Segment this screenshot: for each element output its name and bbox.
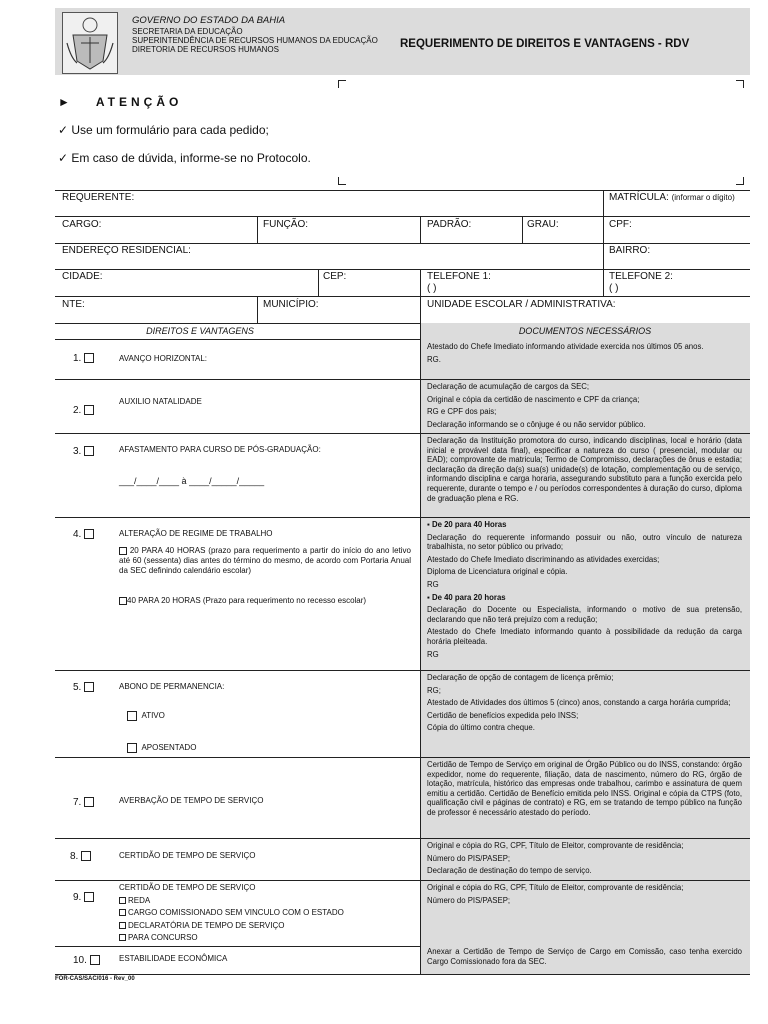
item-label: AVERBAÇÃO DE TEMPO DE SERVIÇO: [119, 796, 264, 805]
item-label: CERTIDÃO DE TEMPO DE SERVIÇO: [119, 851, 256, 860]
checkbox[interactable]: [127, 743, 137, 753]
corner-mark-top-right: [736, 80, 744, 88]
cpf-field[interactable]: CPF:: [609, 219, 632, 230]
checkbox[interactable]: [119, 922, 126, 929]
checkbox[interactable]: [119, 597, 127, 605]
option-text: ATIVO: [141, 711, 165, 721]
grid-line: [420, 269, 421, 323]
item-label: ABONO DE PERMANENCIA:: [119, 682, 225, 691]
item-number: 2.: [73, 405, 82, 416]
grid-line: [55, 243, 750, 244]
item-7-docs: [427, 760, 742, 821]
corner-mark-bottom-right: [736, 177, 744, 185]
government-name: GOVERNO DO ESTADO DA BAHIA: [132, 15, 286, 26]
rights-column-header: DIREITOS E VANTAGENS: [146, 326, 254, 336]
doc-line: Diploma de Licenciatura original e cópia.: [427, 567, 568, 577]
attention-heading: [58, 95, 182, 109]
state-coat-of-arms-logo: [62, 12, 118, 74]
matricula-label: MATRÍCULA:: [609, 192, 669, 203]
option-text: APOSENTADO: [141, 743, 197, 753]
checkbox[interactable]: [127, 711, 137, 721]
grid-line: [420, 946, 421, 974]
checkbox[interactable]: [119, 547, 127, 555]
doc-line: Declaração informando se o cônjuge é ou não servidor público.: [427, 419, 646, 429]
doc-line: RG: [427, 579, 439, 589]
item-number: 3.: [73, 446, 82, 457]
grau-field[interactable]: GRAU:: [527, 219, 559, 230]
grid-line: [318, 269, 319, 296]
item-3[interactable]: [73, 446, 94, 457]
docs-subheading-1: ▪ De 20 para 40 Horas: [427, 520, 507, 529]
cargo-field[interactable]: CARGO:: [62, 219, 102, 230]
checkbox[interactable]: [84, 529, 94, 539]
corner-mark-top-left: [338, 80, 346, 88]
sub-option[interactable]: [119, 932, 344, 945]
item-9[interactable]: [73, 892, 94, 903]
item-4[interactable]: [73, 529, 94, 540]
sub-option[interactable]: [119, 920, 344, 933]
option-text: DECLARATÓRIA DE TEMPO DE SERVIÇO: [128, 920, 285, 930]
checkbox[interactable]: [119, 909, 126, 916]
checkbox[interactable]: [84, 405, 94, 415]
item-number: 7.: [73, 797, 82, 808]
item-label: AUXILIO NATALIDADE: [119, 397, 202, 406]
instruction-line-2: ✓ Em caso de dúvida, informe-se no Protocolo.: [58, 151, 311, 165]
item-2[interactable]: [73, 405, 94, 416]
item-label: AVANÇO HORIZONTAL:: [119, 354, 208, 363]
subheading-text: De 20 para 40 Horas: [431, 520, 507, 529]
bairro-field[interactable]: BAIRRO:: [609, 245, 651, 256]
matricula-note: (informar o dígito): [671, 193, 735, 202]
telefone1-field[interactable]: TELEFONE 1:: [427, 271, 491, 282]
item-9-options: [119, 882, 344, 945]
doc-line: Atestado do Chefe Imediato informando quanto à possibilidade da redução da carga horária pleiteada.: [427, 627, 742, 646]
item-3-docs: [427, 436, 742, 506]
cidade-field[interactable]: CIDADE:: [62, 271, 103, 282]
option-text: PARA CONCURSO: [128, 933, 198, 942]
checkbox[interactable]: [84, 892, 94, 902]
option-text: CARGO COMISSIONADO SEM VINCULO COM O ESTADO: [128, 908, 344, 917]
doc-line: RG;: [427, 685, 441, 695]
row-separator: [55, 838, 750, 839]
item-7[interactable]: [73, 797, 94, 808]
doc-line: Número do PIS/PASEP;: [427, 853, 511, 863]
corner-mark-bottom-left: [338, 177, 346, 185]
item-label: ALTERAÇÃO DE REGIME DE TRABALHO: [119, 529, 273, 538]
doc-line: Declaração da Instituição promotora do curso, indicando disciplinas, local e horário (data inicial e provável data final), especificar a natureza do curso ( presencial, modular ou EAD); comprovante de matricula; Termo de Compromisso, declarações de ônus e estadia; declaração da direção da(s) sua(s) unidade(s) de lotação, complementação ou de serviço, informando disciplina e carga horaria, assegurando substituto para a função exercida pelo requerente, durante o tempo e / ou períodos correspondentes à duração do curso, diploma de graduação plena e RG.: [427, 436, 742, 503]
item-number: 5.: [73, 682, 82, 693]
sub-option[interactable]: [119, 895, 344, 908]
grid-line: [522, 216, 523, 243]
option-text: 40 PARA 20 HORAS (Prazo para requerimento no recesso escolar): [127, 596, 367, 605]
option-text: 20 PARA 40 HORAS (prazo para requerimento a partir do início do ano letivo até 60 (sessenta) dias antes do término do mesmo, de acordo com Portaria Anual da SEC definindo calendário escolar): [119, 546, 411, 575]
checkbox[interactable]: [84, 446, 94, 456]
doc-line: RG.: [427, 354, 441, 364]
docs-subheading-2: ▪ De 40 para 20 horas: [427, 592, 506, 602]
form-code: FOR-CAS/SAC/016 - Rev_00: [55, 976, 135, 982]
sub-option[interactable]: [119, 907, 344, 920]
form-title: REQUERIMENTO DE DIREITOS E VANTAGENS - RDV: [400, 38, 690, 50]
doc-line: RG: [427, 649, 439, 659]
row-separator: [55, 433, 750, 434]
grid-line: [603, 190, 604, 296]
cep-field[interactable]: CEP:: [323, 271, 347, 282]
grid-line: [257, 296, 258, 323]
doc-line: Certidão de benefícios expedida pelo INSS;: [427, 710, 579, 720]
checkbox[interactable]: [84, 353, 94, 363]
item-10[interactable]: [73, 955, 100, 966]
item-2-docs: [427, 382, 742, 432]
grid-line: [420, 216, 421, 243]
municipio-field[interactable]: MUNICÍPIO:: [263, 299, 319, 310]
telefone1-ddd: ( ): [427, 283, 437, 294]
unidade-field[interactable]: UNIDADE ESCOLAR / ADMINISTRATIVA:: [427, 299, 616, 310]
doc-line: Declaração do Docente ou Especialista, informando o motivo de sua pretensão, declarando que não terá prejuízo com a redução;: [427, 605, 742, 624]
checkbox[interactable]: [90, 955, 100, 965]
arrow-icon: ►: [58, 95, 74, 109]
secretaria-line: SECRETARIA DA EDUCAÇÃO: [132, 27, 243, 36]
doc-line: Declaração de acumulação de cargos da SEC;: [427, 382, 590, 391]
row-separator: [55, 670, 750, 671]
funcao-field[interactable]: FUNÇÃO:: [263, 219, 308, 230]
doc-line: Declaração de destinação do tempo de serviço.: [427, 866, 592, 876]
requerente-field[interactable]: REQUERENTE:: [62, 192, 135, 203]
item-4-docs: [427, 520, 742, 662]
superintendencia-line: SUPERINTENDÊNCIA DE RECURSOS HUMANOS DA EDUCAÇÃO: [132, 36, 378, 45]
item-5[interactable]: [73, 682, 94, 693]
grid-line: [55, 216, 750, 217]
doc-line: Número do PIS/PASEP;: [427, 895, 511, 905]
doc-line: Original e cópia da certidão de nascimento e CPF da criança;: [427, 394, 640, 404]
checkbox[interactable]: [119, 897, 126, 904]
doc-line: Atestado do Chefe Imediato discriminando as atividades exercidas;: [427, 554, 660, 564]
grid-line: [257, 216, 258, 243]
row-separator: [55, 880, 750, 881]
doc-line: RG e CPF dos pais;: [427, 407, 497, 417]
telefone2-field[interactable]: TELEFONE 2:: [609, 271, 673, 282]
item-number: 1.: [73, 353, 82, 364]
date-range-field[interactable]: ___/____/____ à ____/_____/_____: [119, 476, 265, 486]
doc-line: Original e cópia do RG, CPF, Título de Eleitor, comprovante de residência;: [427, 841, 684, 850]
doc-line: Certidão de Tempo de Serviço em original de Órgão Público ou do INSS, constando: órgão expedidor, nome do requerente, filiação, data de nascimento, número do RG, órgão de lotação, matrícula, histórico das empresas onde trabalhou, carimbo e assinatura de quem emitiu a certidão. Certidão de Benefício emitida pelo INSS. Original e cópia da CTPS (foto, qualificação civil e páginas de contrato) e RG, em se tratando de tempo público na função de professor é necessário atestado do período.: [427, 760, 742, 817]
item-label: CERTIDÃO DE TEMPO DE SERVIÇO: [119, 883, 256, 892]
doc-line: Declaração do requerente informando possuir ou não, outro vínculo de natureza trabalhista, no setor público ou privado;: [427, 532, 742, 552]
doc-line: Cópia do último contra cheque.: [427, 723, 535, 733]
doc-line: Original e cópia do RG, CPF, Título de Eleitor, comprovante de residência;: [427, 883, 684, 892]
subheading-text: De 40 para 20 horas: [431, 592, 506, 602]
item-1-docs: [427, 342, 742, 367]
row-separator: [55, 379, 750, 380]
grid-line: [420, 323, 421, 946]
item-1[interactable]: [73, 353, 94, 364]
padrao-field[interactable]: PADRÃO:: [427, 219, 472, 230]
item-8[interactable]: [70, 851, 91, 862]
checkbox[interactable]: [84, 797, 94, 807]
item-number: 9.: [73, 892, 82, 903]
option-aposentado[interactable]: [127, 743, 196, 753]
doc-line: Atestado de Atividades dos últimos 5 (cinco) anos, constando a carga horária cumprida;: [427, 698, 731, 708]
endereco-field[interactable]: ENDEREÇO RESIDENCIAL:: [62, 245, 191, 256]
doc-line: Declaração de opção de contagem de licença prêmio;: [427, 673, 614, 682]
doc-line: Anexar a Certidão de Tempo de Serviço de Cargo em Comissão, caso tenha exercido Cargo Comissionado fora da SEC.: [427, 947, 742, 966]
diretoria-line: DIRETORIA DE RECURSOS HUMANOS: [132, 45, 279, 54]
row-separator: [55, 974, 750, 975]
item-9-docs: [427, 883, 742, 908]
checkbox[interactable]: [81, 851, 91, 861]
checkbox[interactable]: [84, 682, 94, 692]
grid-line: [55, 269, 750, 270]
option-20-40[interactable]: [119, 546, 411, 576]
option-text: REDA: [128, 895, 151, 905]
grid-line: [55, 296, 750, 297]
nte-field[interactable]: NTE:: [62, 299, 85, 310]
item-number: 8.: [70, 851, 79, 862]
matricula-field[interactable]: [609, 192, 735, 203]
attention-title: ATENÇÃO: [95, 95, 183, 109]
row-separator: [55, 517, 750, 518]
grid-line: [55, 190, 750, 191]
option-ativo[interactable]: [127, 711, 165, 721]
option-40-20[interactable]: [119, 596, 411, 605]
row-separator: [55, 757, 750, 758]
doc-line: Atestado do Chefe Imediato informando atividade exercida nos últimos 05 anos.: [427, 342, 704, 351]
documents-column-header: DOCUMENTOS NECESSÁRIOS: [518, 326, 652, 336]
checkbox[interactable]: [119, 934, 126, 941]
item-10-docs: [427, 947, 742, 969]
item-label: AFASTAMENTO PARA CURSO DE PÓS-GRADUAÇÃO:: [119, 445, 321, 454]
item-5-docs: [427, 673, 742, 736]
item-number: 4.: [73, 529, 82, 540]
telefone2-ddd: ( ): [609, 283, 619, 294]
item-number: 10.: [73, 955, 87, 966]
item-label: ESTABILIDADE ECONÔMICA: [119, 954, 228, 963]
instruction-line-1: ✓ Use um formulário para cada pedido;: [58, 123, 269, 137]
item-8-docs: [427, 841, 742, 879]
